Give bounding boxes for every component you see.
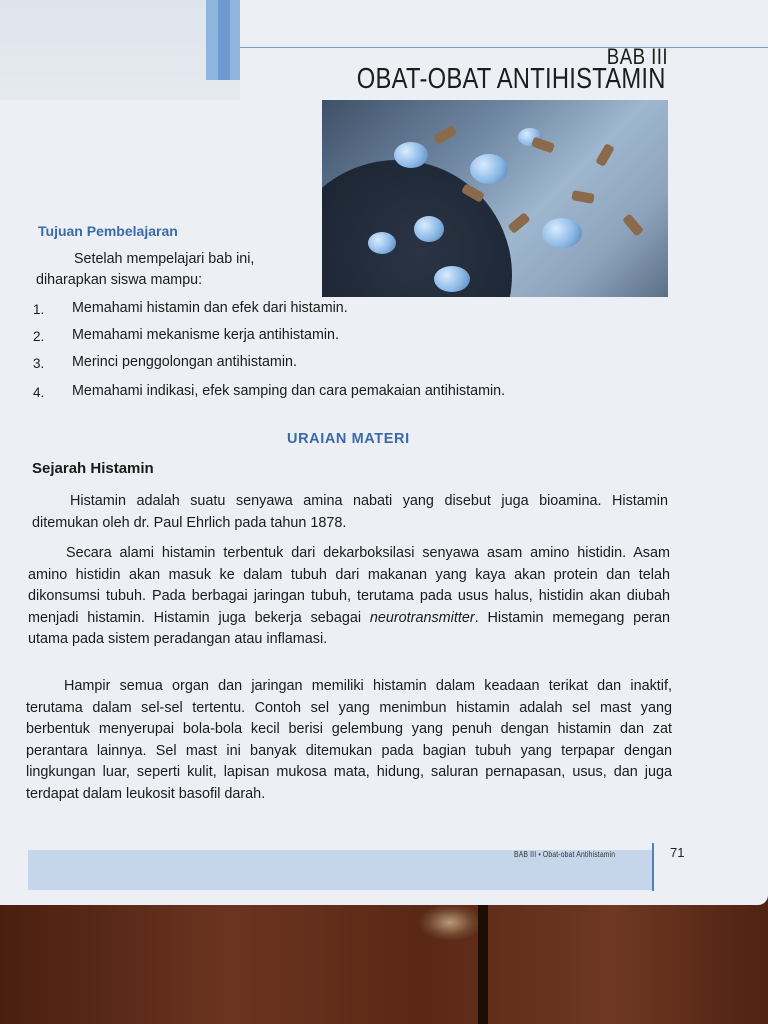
objective-item: Memahami indikasi, efek samping dan cara pemakaian antihistamin. xyxy=(72,383,506,399)
header-rule xyxy=(240,47,768,48)
mast-granule xyxy=(394,142,428,168)
histamine-illustration xyxy=(322,100,668,297)
table-stain xyxy=(420,905,480,940)
paragraph-2-text: Secara alami histamin terbentuk dari dekarboksilasi senyawa asam amino histidin. Asam amino histidin akan masuk ke dalam tubuh dari makanan yang kaya akan protein dan telah dikonsumsi tubuh. Pada berbagai jaringan tubuh, terutama pada usus halus, histidin akan diubah menjadi histamin. Histamin juga bekerja sebagai xyxy=(28,545,670,626)
receptor xyxy=(433,125,457,145)
objectives-heading: Tujuan Pembelajaran xyxy=(38,223,178,239)
footer-divider xyxy=(652,843,654,891)
table-crack xyxy=(478,895,488,1024)
mast-granule xyxy=(414,216,444,242)
page-number: 71 xyxy=(670,845,685,860)
mast-granule xyxy=(368,232,396,254)
section-heading: URAIAN MATERI xyxy=(287,431,410,447)
paragraph-2 xyxy=(28,543,670,651)
objective-item: Memahami mekanisme kerja antihistamin. xyxy=(72,327,339,343)
objective-number: 1. xyxy=(33,302,45,317)
paragraph-2-text-end: . Histamin memegang peran utama pada sistem peradangan atau inflamasi. xyxy=(28,609,670,647)
running-title: BAB III • Obat-obat Antihistamin xyxy=(514,849,616,859)
subheading: Sejarah Histamin xyxy=(32,460,154,477)
objective-number: 2. xyxy=(33,329,45,344)
mast-granule xyxy=(470,154,508,184)
mast-granule xyxy=(434,266,470,292)
objective-item: Memahami histamin dan efek dari histamin. xyxy=(72,300,348,316)
paragraph-1: Histamin adalah suatu senyawa amina nabati yang disebut juga bioamina. Histamin ditemukan oleh dr. Paul Ehrlich pada tahun 1878. xyxy=(32,493,668,531)
chapter-title: OBAT-OBAT ANTIHISTAMIN xyxy=(357,63,666,95)
paragraph-2-italic: neurotransmitter xyxy=(369,609,475,626)
objective-number: 3. xyxy=(33,356,45,371)
objectives-intro-line2: diharapkan siswa mampu: xyxy=(36,272,203,288)
paragraph-3: Hampir semua organ dan jaringan memiliki histamin dalam keadaan terikat dan inaktif, terutama dalam sel-sel tertentu. Contoh sel yang menimbun histamin adalah sel mast yang berbentuk menyerupai bola-bola kecil berisi gelembung yang penuh dengan histamin dan zat perantara lainnya. Sel mast ini banyak ditemukan pada bagian tubuh yang terpapar dengan lingkungan luar, seperti kulit, lapisan mukosa mata, hidung, saluran pernapasan, usus, dan juga terdapat dalam leukosit basofil darah. xyxy=(26,678,672,802)
receptor xyxy=(507,212,530,234)
header-stripe-inner xyxy=(218,0,230,80)
receptor xyxy=(595,143,615,167)
objectives-intro-line1: Setelah mempelajari bab ini, xyxy=(74,251,255,267)
chapter-label: BAB III xyxy=(606,44,668,69)
objective-number: 4. xyxy=(33,385,45,400)
receptor xyxy=(531,137,555,154)
mast-granule xyxy=(542,218,582,248)
receptor xyxy=(571,190,594,204)
objective-item: Merinci penggolongan antihistamin. xyxy=(72,354,297,370)
receptor xyxy=(622,213,644,236)
facing-page-edge xyxy=(0,0,240,100)
